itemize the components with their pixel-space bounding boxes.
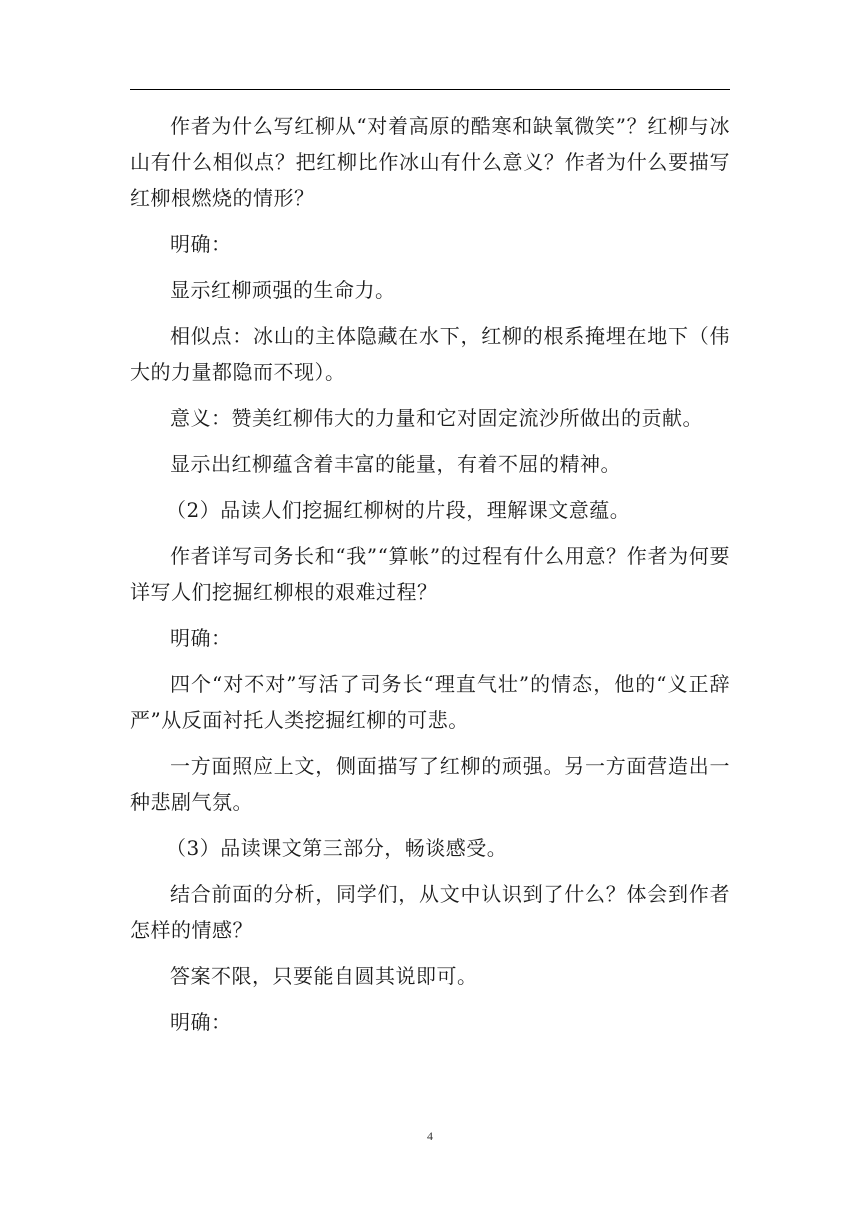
paragraph-energy: 显示出红柳蕴含着丰富的能量，有着不屈的精神。	[170, 452, 621, 476]
paragraph-answer-vitality: 显示红柳顽强的生命力。	[170, 278, 396, 302]
paragraph-open-answer: 答案不限，只要能自圆其说即可。	[170, 964, 478, 988]
paragraph-similarity: 相似点：冰山的主体隐藏在水下，红柳的根系掩埋在地下（伟大的力量都隐而不现）。	[130, 324, 730, 384]
paragraph-answer-label: 明确：	[170, 232, 232, 256]
paragraph-question-accounting: 作者详写司务长和“我”“算帐”的过程有什么用意？作者为何要详写人们挖掘红柳根的艰难过程？	[130, 544, 730, 604]
paragraph-on-one-hand: 一方面照应上文，侧面描写了红柳的顽强。另一方面营造出一种悲剧气氛。	[130, 754, 730, 814]
section-heading-2: （2）品读人们挖掘红柳树的片段，理解课文意蕴。	[166, 498, 631, 522]
page-number: 4	[427, 1129, 433, 1143]
paragraph-answer-label: 明确：	[170, 1010, 232, 1034]
paragraph-answer-label: 明确：	[170, 626, 232, 650]
header-rule	[130, 89, 730, 90]
paragraph-question-feelings: 结合前面的分析，同学们，从文中认识到了什么？体会到作者怎样的情感？	[130, 882, 730, 942]
document-body	[130, 108, 730, 1050]
paragraph-four-right-or-wrong: 四个“对不对”写活了司务长“理直气壮”的情态，他的“义正辞严”从反面衬托人类挖掘红柳的可悲。	[130, 672, 730, 732]
section-heading-3: （3）品读课文第三部分，畅谈感受。	[166, 836, 508, 860]
paragraph-meaning: 意义：赞美红柳伟大的力量和它对固定流沙所做出的贡献。	[170, 406, 703, 430]
paragraph-question-red-willow: 作者为什么写红柳从“对着高原的酷寒和缺氧微笑”？红柳与冰山有什么相似点？把红柳比作冰山有什么意义？作者为什么要描写红柳根燃烧的情形？	[130, 114, 730, 210]
